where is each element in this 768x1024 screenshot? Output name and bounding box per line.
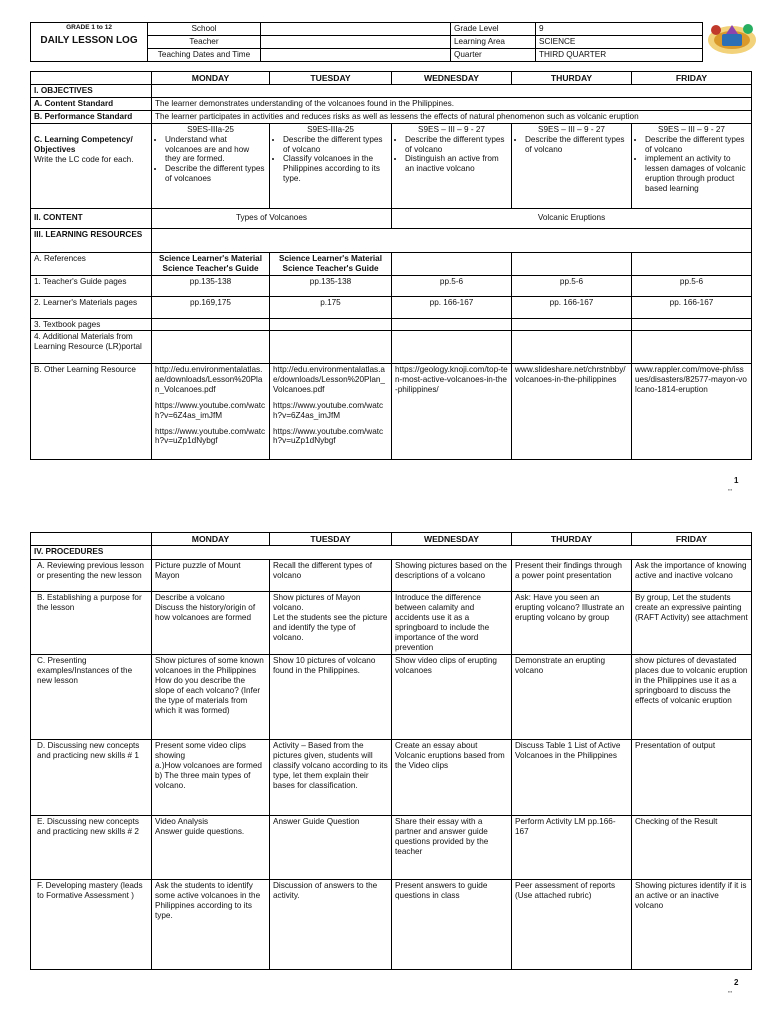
lm-cell: pp. 166-167 [632,296,752,318]
resource-links-cell [632,364,752,460]
procedure-cell: Create an essay about Volcanic eruptions based from the Video clips [392,740,512,816]
procedure-cell: Ask: Have you seen an erupting volcano? Illustrate an erupting volcano by group [512,592,632,655]
procedure-cell: Introduce the difference between calamity and accidents use it as a springboard to include the importance of the word prevention [392,592,512,655]
resource-links-cell [512,364,632,460]
teacher-field[interactable] [261,35,451,48]
procedure-row [31,655,752,740]
content-standard: The learner demonstrates understanding of the volcanoes found in the Philippines. [152,98,752,111]
am-cell [632,331,752,364]
competency-list [395,135,508,174]
procedure-label: F. Developing mastery (leads to Formative Assessment ) [31,880,152,970]
lc-code: S9ES – III – 9 - 27 [538,124,605,134]
teachers-guide-label: 1. Teacher's Guide pages [31,275,152,296]
competency-item: • Understand what volcanoes are and how they are formed. [165,135,266,165]
day-header: TUESDAY [270,72,392,85]
procedures-heading: IV. PROCEDURES [31,546,152,560]
reference-cell [632,252,752,275]
competency-item: • Describe the different types of volcano [405,135,508,155]
procedure-row [31,880,752,970]
day-header: FRIDAY [632,533,752,546]
deped-logo-icon [704,20,760,56]
watermark-mark: ▪▪▪ [728,487,733,492]
grade-level-value: 9 [536,23,703,36]
corner-cell [31,533,152,546]
procedure-cell: Show pictures of Mayon volcano. Let the students see the picture and identify the type of volcano. [270,592,392,655]
reference-cell: Science Learner's Material Science Teacher's Guide [152,252,270,275]
tb-cell [512,318,632,331]
page2-table [30,532,752,970]
competency-item: • implement an activity to lessen damages of volcanic eruption through product based learning [645,154,748,193]
tg-cell: pp.135-138 [270,275,392,296]
school-field[interactable] [261,23,451,36]
procedure-row [31,816,752,880]
content-heading: II. CONTENT [31,208,152,228]
school-label: School [148,23,261,36]
procedure-label: D. Discussing new concepts and practicing new skills # 1 [31,740,152,816]
resource-link[interactable]: https://www.youtube.com/watch?v=uZp1dNybgf [273,426,384,446]
procedure-cell: Showing pictures identify if it is an active or an inactive volcano [632,880,752,970]
competency-item: • Describe the different types of volcanoes [165,164,266,184]
tb-cell [270,318,392,331]
page-number: 1 [734,476,739,485]
procedure-cell: Peer assessment of reports (Use attached rubric) [512,880,632,970]
am-cell [512,331,632,364]
procedure-cell: Perform Activity LM pp.166-167 [512,816,632,880]
procedure-cell: Discuss Table 1 List of Active Volcanoes in the Philippines [512,740,632,816]
lc-code: S9ES – III – 9 - 27 [658,124,725,134]
am-cell [392,331,512,364]
competency-item: • Describe the different types of volcano [525,135,628,155]
learning-resources-blank [152,228,752,252]
day-header: THURDAY [512,72,632,85]
grade-range: GRADE 1 to 12 [66,24,112,31]
procedure-cell: show pictures of devastated places due to volcanic eruption in the Philippines use it as a springboard to discuss the effects of volcanic eruption [632,655,752,740]
day-header: FRIDAY [632,72,752,85]
watermark-mark: ▪▪▪ [728,989,733,994]
resource-link[interactable]: www.slideshare.net/chrstnbby/volcanoes-in-the-philippines [515,365,626,385]
page-number: 2 [734,978,739,987]
competency-list [155,135,266,184]
procedure-cell: Show pictures of some known volcanoes in the Philippines How do you describe the slope of each volcano? (Infer the type of materials from which it was formed) [152,655,270,740]
day-header: WEDNESDAY [392,533,512,546]
header-table [30,22,703,62]
tg-cell: pp.5-6 [392,275,512,296]
lc-code: S9ES – III – 9 - 27 [418,124,485,134]
procedure-cell: Share their essay with a partner and answer guide questions provided by the teacher [392,816,512,880]
competency-cell [152,123,270,208]
competency-cell [392,123,512,208]
procedure-cell: Activity – Based from the pictures given, students will classify volcano according to its type, let them explain their bases for classification. [270,740,392,816]
resource-links-cell [270,364,392,460]
resource-link[interactable]: www.rappler.com/move-ph/issues/disasters/82577-mayon-volcano-1814-eruption [635,365,747,395]
procedure-row [31,740,752,816]
procedure-cell: Video Analysis Answer guide questions. [152,816,270,880]
procedure-label: A. Reviewing previous lesson or presenting the new lesson [31,560,152,592]
references-label: A. References [31,252,152,275]
content-types-of-volcanoes: Types of Volcanoes [152,208,392,228]
tg-cell: pp.135-138 [152,275,270,296]
other-resources-label: B. Other Learning Resource [31,364,152,460]
competency-cell [270,123,392,208]
competency-item: • Distinguish an active from an inactive volcano [405,154,508,174]
competency-item: • Describe the different types of volcano [645,135,748,155]
procedure-cell: Demonstrate an erupting volcano [512,655,632,740]
resource-link[interactable]: http://edu.environmentalatlas.ae/downloads/Lesson%20Plan_Volcanoes.pdf [273,365,385,395]
objectives-blank [152,85,752,98]
content-standard-label: A. Content Standard [31,98,152,111]
resource-links-cell [152,364,270,460]
resource-link[interactable]: https://geology.knoji.com/top-ten-most-active-volcanoes-in-the-philippines/ [395,365,508,395]
procedure-cell: Describe a volcano Discuss the history/origin of how volcanoes are formed [152,592,270,655]
competency-list [635,135,748,194]
performance-standard: The learner participates in activities and reduces risks as well as lessens the effects of natural phenomenon such as volcanic eruption [152,111,752,124]
procedure-cell: By group, Let the students create an expressive painting (RAFT Activity) see attachment [632,592,752,655]
am-cell [270,331,392,364]
procedure-cell: Discussion of answers to the activity. [270,880,392,970]
doc-title: DAILY LESSON LOG [40,34,138,46]
resource-link[interactable]: http://edu.environmentalatlas.ae/downloads/Lesson%20Plan_Volcanoes.pdf [155,365,263,395]
procedure-cell: Presentation of output [632,740,752,816]
lc-subtitle: Write the LC code for each. [34,154,134,164]
day-header: MONDAY [152,72,270,85]
procedure-cell: Ask the students to identify some active volcanoes in the Philippines according to its type. [152,880,270,970]
procedure-cell: Present some video clips showing a.)How volcanoes are formed b) The three main types of volcano. [152,740,270,816]
quarter-value: THIRD QUARTER [536,48,703,61]
dates-field[interactable] [261,48,451,61]
teacher-label: Teacher [148,35,261,48]
quarter-label: Quarter [451,48,536,61]
tg-cell: pp.5-6 [512,275,632,296]
competency-list [273,135,388,184]
objectives-heading: I. OBJECTIVES [31,85,152,98]
am-cell [152,331,270,364]
performance-standard-label: B. Performance Standard [31,111,152,124]
procedure-label: E. Discussing new concepts and practicing new skills # 2 [31,816,152,880]
corner-cell [31,72,152,85]
day-header: WEDNESDAY [392,72,512,85]
content-volcanic-eruptions: Volcanic Eruptions [392,208,752,228]
doc-title-block [31,23,148,62]
reference-cell [512,252,632,275]
competency-list [515,135,628,155]
lm-cell: pp. 166-167 [512,296,632,318]
procedure-row [31,560,752,592]
resource-link[interactable]: https://www.youtube.com/watch?v=6Z4as_imJfM [273,400,384,420]
procedure-label: B. Establishing a purpose for the lesson [31,592,152,655]
competency-cell [632,123,752,208]
lm-cell: pp. 166-167 [392,296,512,318]
procedure-cell: Checking of the Result [632,816,752,880]
procedure-label: C. Presenting examples/Instances of the new lesson [31,655,152,740]
additional-materials-label: 4. Additional Materials from Learning Resource (LR)portal [31,331,152,364]
lc-code: S9ES-IIIa-25 [307,124,354,134]
learning-resources-heading: III. LEARNING RESOURCES [31,228,152,252]
competency-cell [512,123,632,208]
learning-area-label: Learning Area [451,35,536,48]
day-header: THURDAY [512,533,632,546]
grade-level-label: Grade Level [451,23,536,36]
dates-label: Teaching Dates and Time [148,48,261,61]
procedure-row [31,592,752,655]
procedure-cell: Present their findings through a power point presentation [512,560,632,592]
procedure-cell: Show 10 pictures of volcano found in the Philippines. [270,655,392,740]
resource-links-cell [392,364,512,460]
lm-cell: pp.169,175 [152,296,270,318]
lc-code: S9ES-IIIa-25 [187,124,234,134]
competency-item: • Classify volcanoes in the Philippines according to its type. [283,154,388,184]
page1-table [30,71,752,460]
learning-competency-label [31,123,152,208]
competency-item: • Describe the different types of volcano [283,135,388,155]
lc-title: C. Learning Competency/ Objectives [34,134,133,154]
procedure-cell: Answer Guide Question [270,816,392,880]
textbook-pages-label: 3. Textbook pages [31,318,152,331]
resource-link[interactable]: https://www.youtube.com/watch?v=uZp1dNybgf [155,426,266,446]
day-header: TUESDAY [270,533,392,546]
learners-materials-label: 2. Learner's Materials pages [31,296,152,318]
procedure-cell: Recall the different types of volcano [270,560,392,592]
procedure-cell: Showing pictures based on the descriptions of a volcano [392,560,512,592]
procedure-cell: Present answers to guide questions in class [392,880,512,970]
procedures-blank [152,546,752,560]
tg-cell: pp.5-6 [632,275,752,296]
learning-area-value: SCIENCE [536,35,703,48]
tb-cell [392,318,512,331]
reference-cell: Science Learner's Material Science Teacher's Guide [270,252,392,275]
reference-cell [392,252,512,275]
procedure-cell: Show video clips of erupting volcanoes [392,655,512,740]
tb-cell [152,318,270,331]
day-header: MONDAY [152,533,270,546]
procedure-cell: Ask the importance of knowing active and inactive volcano [632,560,752,592]
lm-cell: p.175 [270,296,392,318]
tb-cell [632,318,752,331]
procedure-cell: Picture puzzle of Mount Mayon [152,560,270,592]
resource-link[interactable]: https://www.youtube.com/watch?v=6Z4as_imJfM [155,400,266,420]
